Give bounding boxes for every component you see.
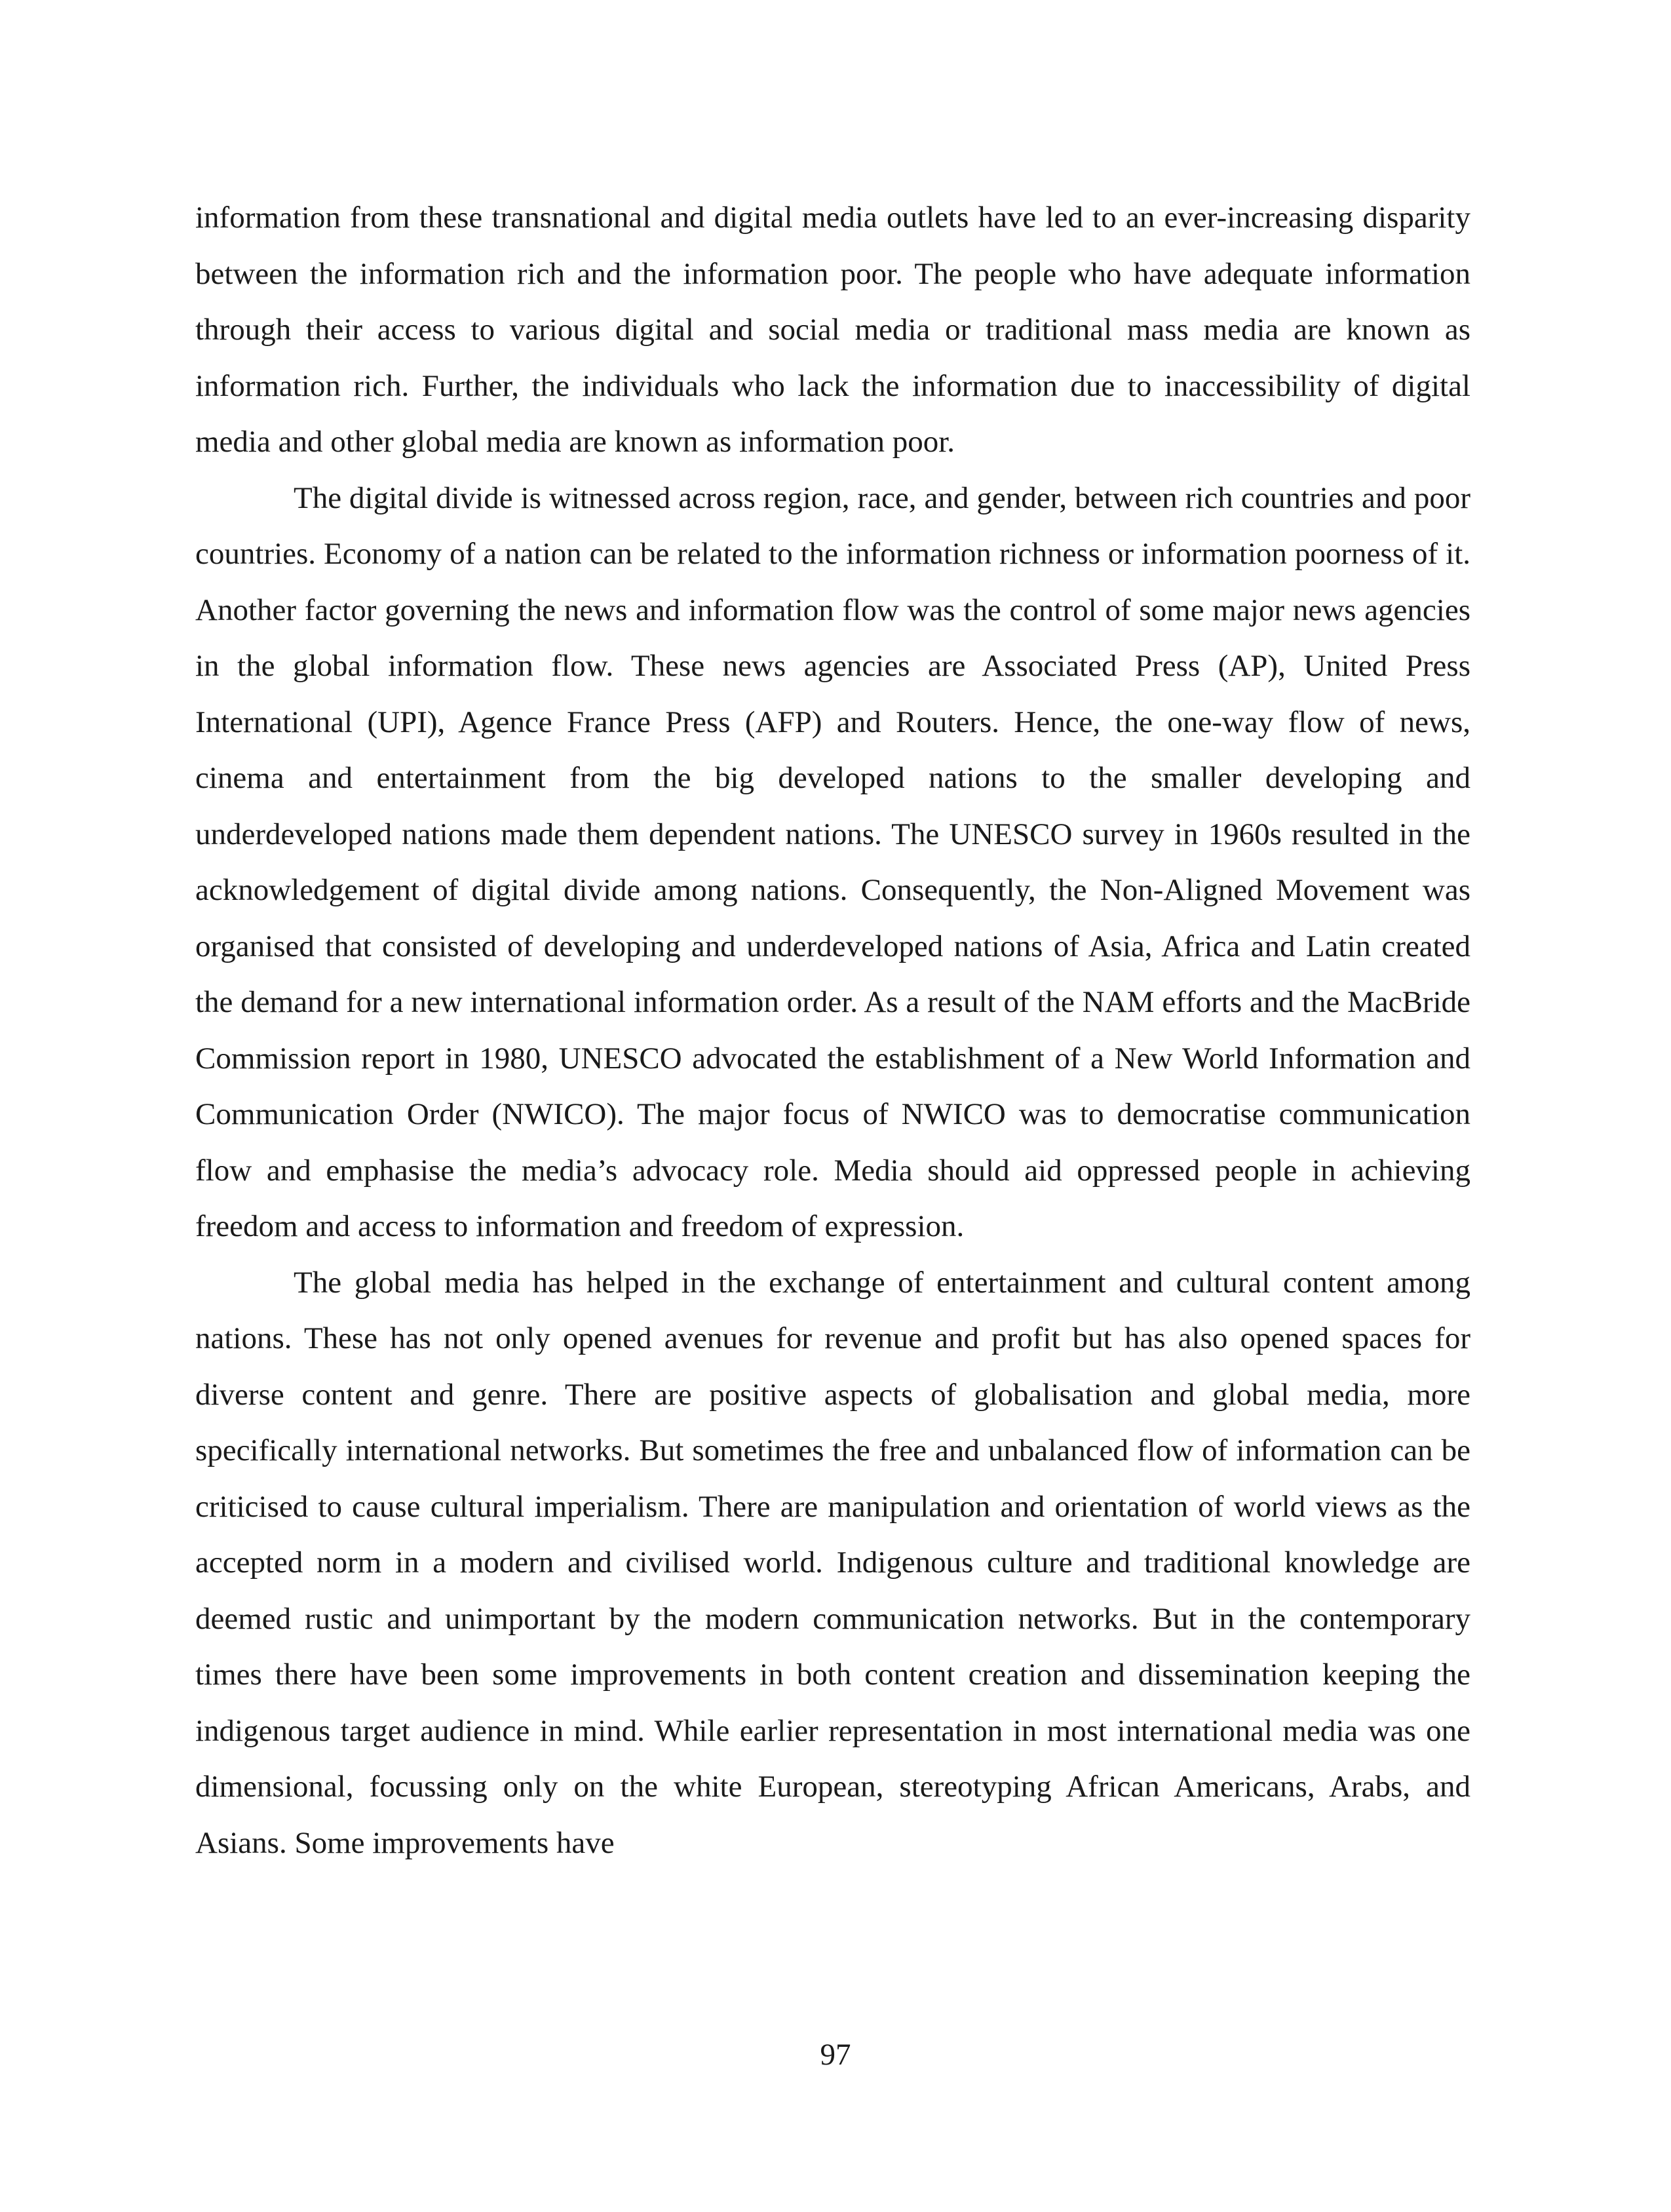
paragraph-digital-divide: The digital divide is witnessed across region, race, and gender, between rich countries and poor countries. Economy of a nation can be related to the information richness or information poorness of it. Another factor governing the news and information flow was the control of some major news agencies in the global information flow. These news agencies are Associated Press (AP), United Press International (UPI), Agence France Press (AFP) and Routers. Hence, the one-way flow of news, cinema and entertainment from the big developed nations to the smaller developing and underdeveloped nations made them dependent nations. The UNESCO survey in 1960s resulted in the acknowledgement of digital divide among nations. Consequently, the Non-Aligned Movement was organised that consisted of developing and underdeveloped nations of Asia, Africa and Latin created the demand for a new international information order. As a result of the NAM efforts and the MacBride Commission report in 1980, UNESCO advocated the establishment of a New World Information and Communication Order (NWICO). The major focus of NWICO was to democratise communication flow and emphasise the media’s advocacy role. Media should aid oppressed people in achieving freedom and access to information and freedom of expression. [195, 480, 1470, 1243]
paragraph-global-media: The global media has helped in the exchange of entertainment and cultural content among nations. These has not only opened avenues for revenue and profit but has also opened spaces for diverse content and genre. There are positive aspects of globalisation and global media, more specifically international networks. But sometimes the free and unbalanced flow of information can be criticised to cause cultural imperialism. There are manipulation and orientation of world views as the accepted norm in a modern and civilised world. Indigenous culture and traditional knowledge are deemed rustic and unimportant by the modern communication networks. But in the contemporary times there have been some improvements in both content creation and dissemination keeping the indigenous target audience in mind. While earlier representation in most international media was one dimensional, focussing only on the white European, stereotyping African Americans, Arabs, and Asians. Some improvements have [195, 1265, 1470, 1860]
page-number: 97 [820, 2038, 851, 2072]
paragraph-continuation: information from these transnational and digital media outlets have led to an ever-increasing disparity between the information rich and the information poor. The people who have adequate information through their access to various digital and social media or traditional mass media are known as information rich. Further, the individuals who lack the information due to inaccessibility of digital media and other global media are known as information poor. [195, 201, 1470, 459]
body-text [195, 190, 1470, 1871]
